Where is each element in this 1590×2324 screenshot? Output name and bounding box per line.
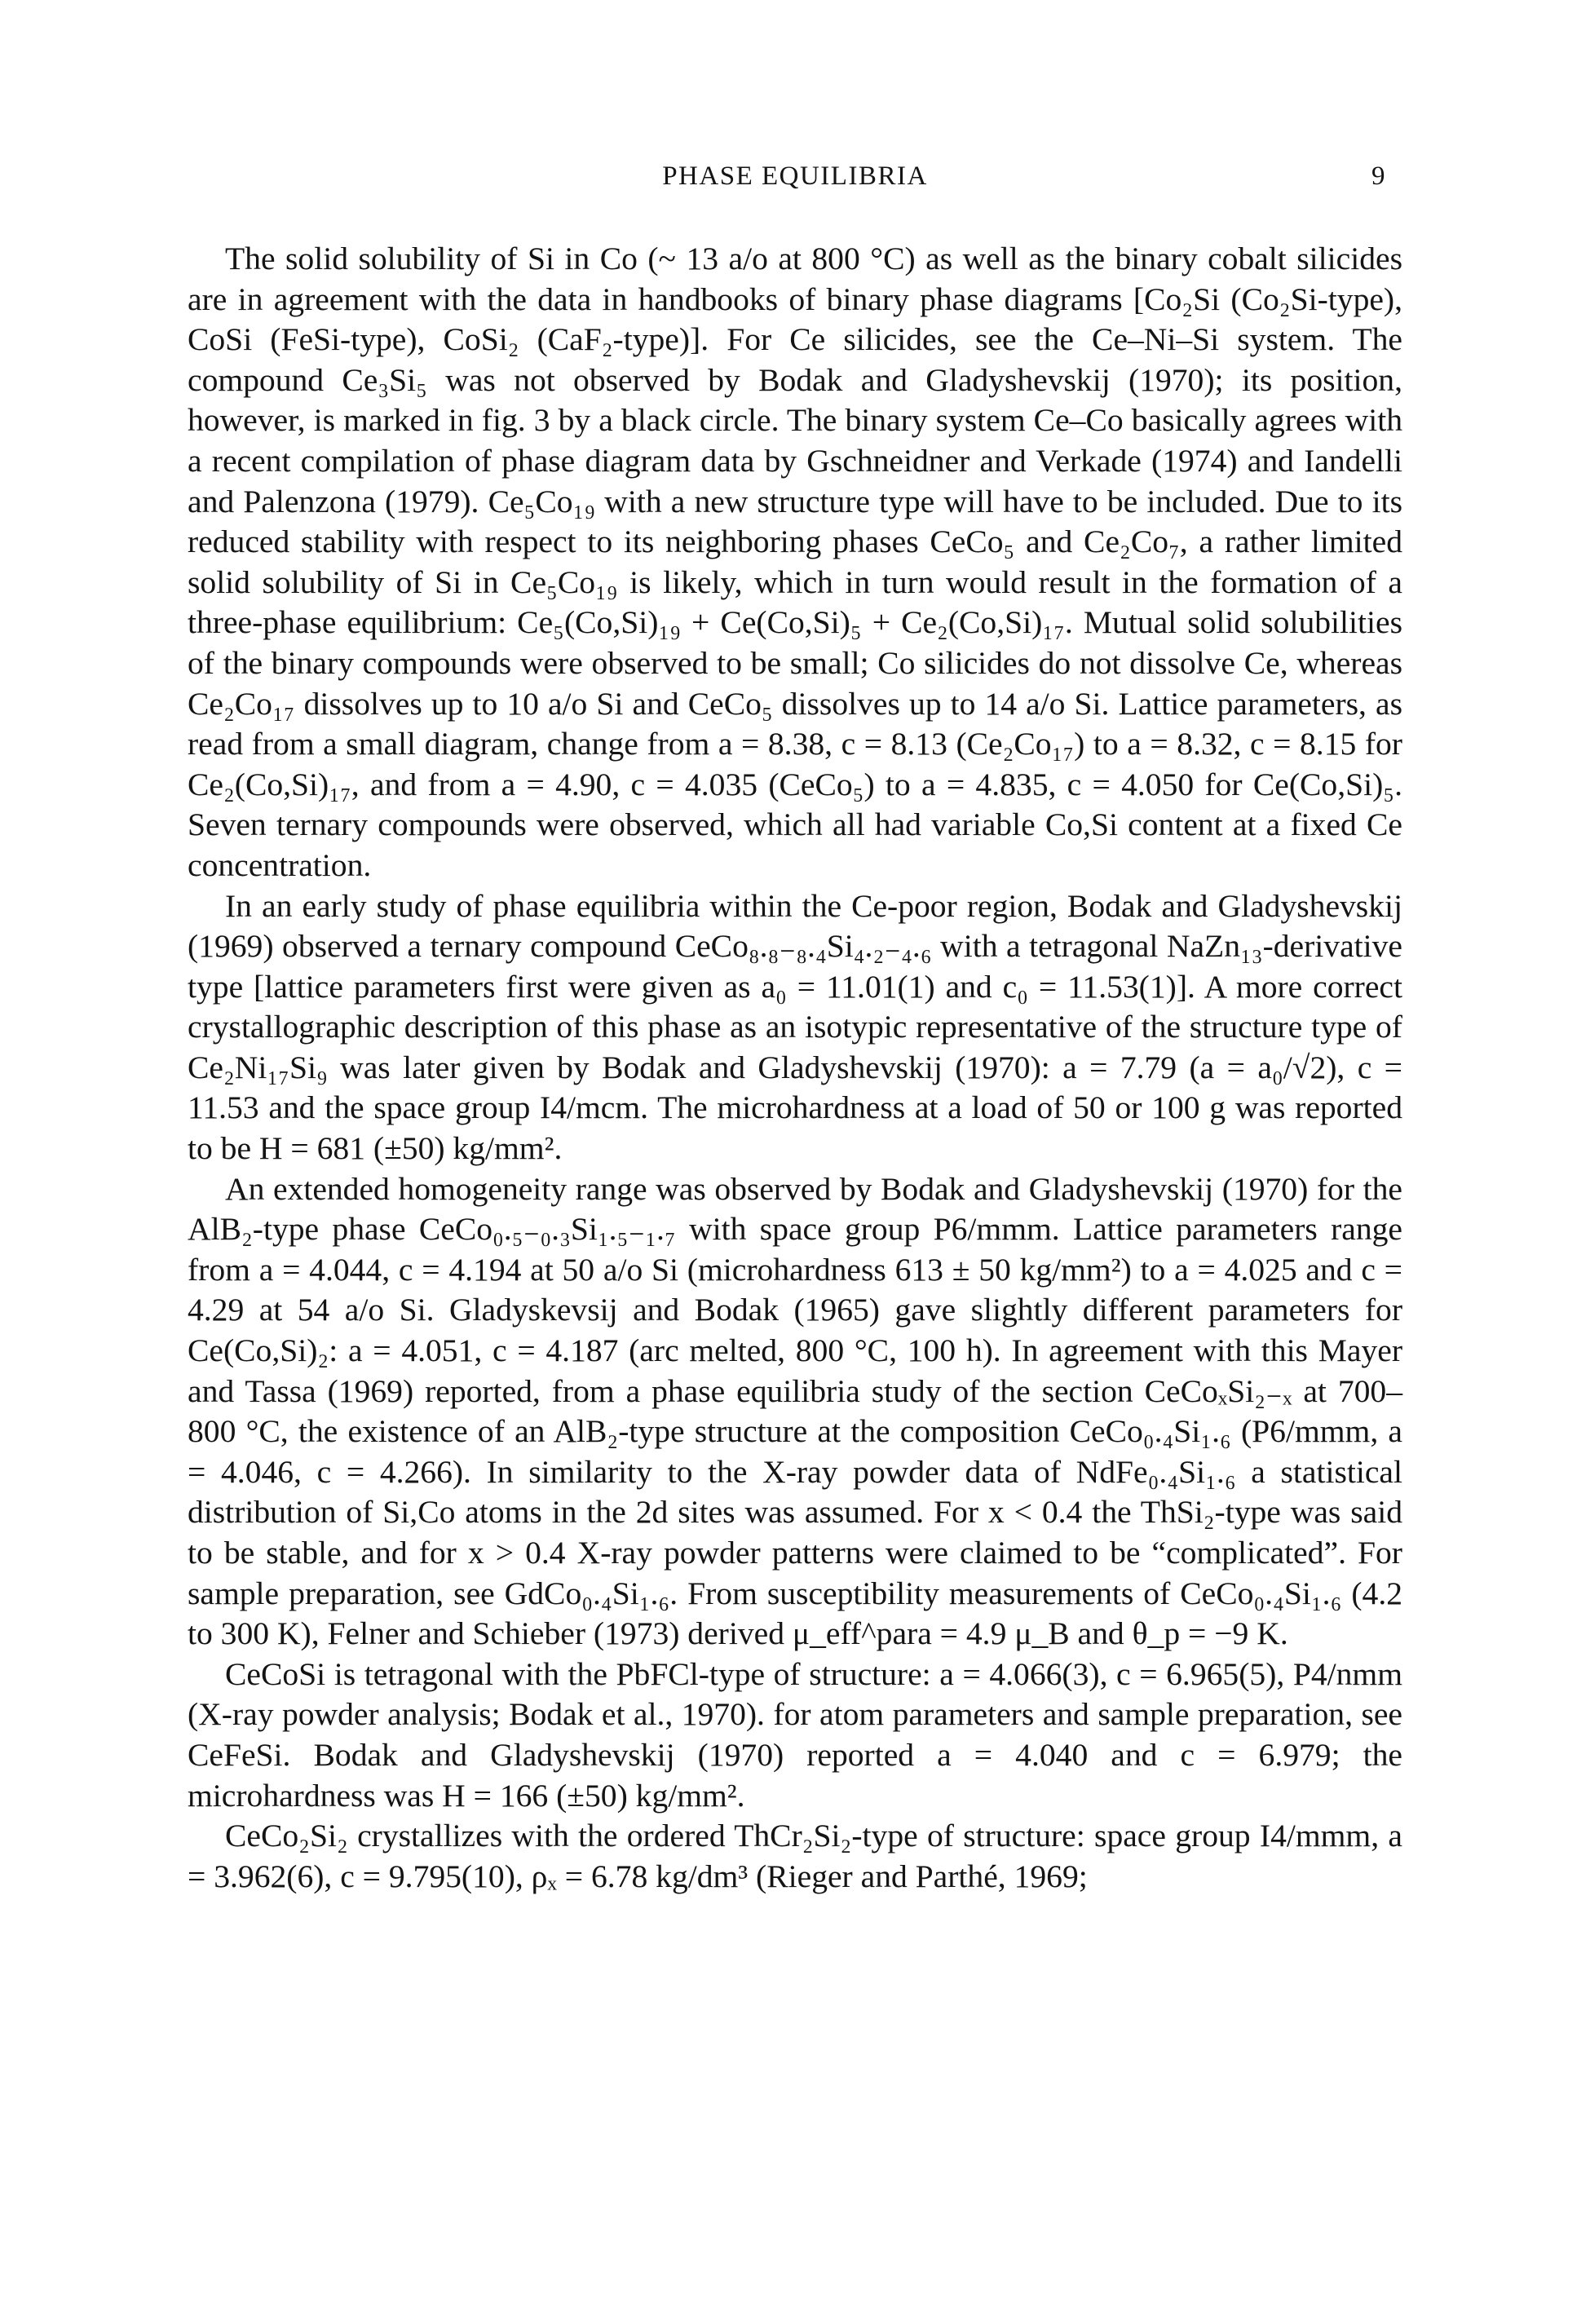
paragraph-4: CeCoSi is tetragonal with the PbFCl-type of structure: a = 4.066(3), c = 6.965(5), P4/nmm (X-ray powder analysis; Bodak et al., 1970). for atom parameters and sample preparation, see CeFeSi. Bodak and Gladyshevskij (1970) reported a = 4.040 and c = 6.979; the microhardness was H = 166 (±50) kg/mm².: [188, 1655, 1402, 1814]
body-text: [188, 239, 1402, 1897]
paragraph-5: CeCo₂Si₂ crystallizes with the ordered ThCr₂Si₂-type of structure: space group I4/mmm, a = 3.962(6), c = 9.795(10), ρₓ = 6.78 kg/dm³ (Rieger and Parthé, 1969;: [188, 1818, 1402, 1894]
page-number: 9: [1371, 161, 1385, 191]
page-header: [0, 161, 1590, 202]
paragraph-3: An extended homogeneity range was observed by Bodak and Gladyshevskij (1970) for the AlB₂-type phase CeCo₀.₅₋₀.₃Si₁.₅₋₁.₇ with space group P6/mmm. Lattice parameters range from a = 4.044, c = 4.194 at 50 a/o Si (microhardness 613 ± 50 kg/mm²) to a = 4.025 and c = 4.29 at 54 a/o Si. Gladyskevsij and Bodak (1965) gave slightly different parameters for Ce(Co,Si)₂: a = 4.051, c = 4.187 (arc melted, 800 °C, 100 h). In agreement with this Mayer and Tassa (1969) reported, from a phase equilibria study of the section CeCoₓSi₂₋ₓ at 700–800 °C, the existence of an AlB₂-type structure at the composition CeCo₀.₄Si₁.₆ (P6/mmm, a = 4.046, c = 4.266). In similarity to the X-ray powder data of NdFe₀.₄Si₁.₆ a statistical distribution of Si,Co atoms in the 2d sites was assumed. For x < 0.4 the ThSi₂-type was said to be stable, and for x > 0.4 X-ray powder patterns were claimed to be “complicated”. For sample preparation, see GdCo₀.₄Si₁.₆. From susceptibility measurements of CeCo₀.₄Si₁.₆ (4.2 to 300 K), Felner and Schieber (1973) derived μ_eff^para = 4.9 μ_B and θ_p = −9 K.: [188, 1170, 1402, 1652]
running-title: PHASE EQUILIBRIA: [662, 161, 928, 191]
paragraph-1: The solid solubility of Si in Co (~ 13 a/o at 800 °C) as well as the binary cobalt silicides are in agreement with the data in handbooks of binary phase diagrams [Co₂Si (Co₂Si-type), CoSi (FeSi-type), CoSi₂ (CaF₂-type)]. For Ce silicides, see the Ce–Ni–Si system. The compound Ce₃Si₅ was not observed by Bodak and Gladyshevskij (1970); its position, however, is marked in fig. 3 by a black circle. The binary system Ce–Co basically agrees with a recent compilation of phase diagram data by Gschneidner and Verkade (1974) and Iandelli and Palenzona (1979). Ce₅Co₁₉ with a new structure type will have to be included. Due to its reduced stability with respect to its neighboring phases CeCo₅ and Ce₂Co₇, a rather limited solid solubility of Si in Ce₅Co₁₉ is likely, which in turn would result in the formation of a three-phase equilibrium: Ce₅(Co,Si)₁₉ + Ce(Co,Si)₅ + Ce₂(Co,Si)₁₇. Mutual solid solubilities of the binary compounds were observed to be small; Co silicides do not dissolve Ce, whereas Ce₂Co₁₇ dissolves up to 10 a/o Si and CeCo₅ dissolves up to 14 a/o Si. Lattice parameters, as read from a small diagram, change from a = 8.38, c = 8.13 (Ce₂Co₁₇) to a = 8.32, c = 8.15 for Ce₂(Co,Si)₁₇, and from a = 4.90, c = 4.035 (CeCo₅) to a = 4.835, c = 4.050 for Ce(Co,Si)₅. Seven ternary compounds were observed, which all had variable Co,Si content at a fixed Ce concentration.: [188, 241, 1402, 883]
paragraph-2: In an early study of phase equilibria within the Ce-poor region, Bodak and Gladyshevskij (1969) observed a ternary compound CeCo₈.₈₋₈.₄Si₄.₂₋₄.₆ with a tetragonal NaZn₁₃-derivative type [lattice parameters first were given as a₀ = 11.01(1) and c₀ = 11.53(1)]. A more correct crystallographic description of this phase as an isotypic representative of the structure type of Ce₂Ni₁₇Si₉ was later given by Bodak and Gladyshevskij (1970): a = 7.79 (a = a₀/√2), c = 11.53 and the space group I4/mcm. The microhardness at a load of 50 or 100 g was reported to be H = 681 (±50) kg/mm².: [188, 887, 1402, 1167]
